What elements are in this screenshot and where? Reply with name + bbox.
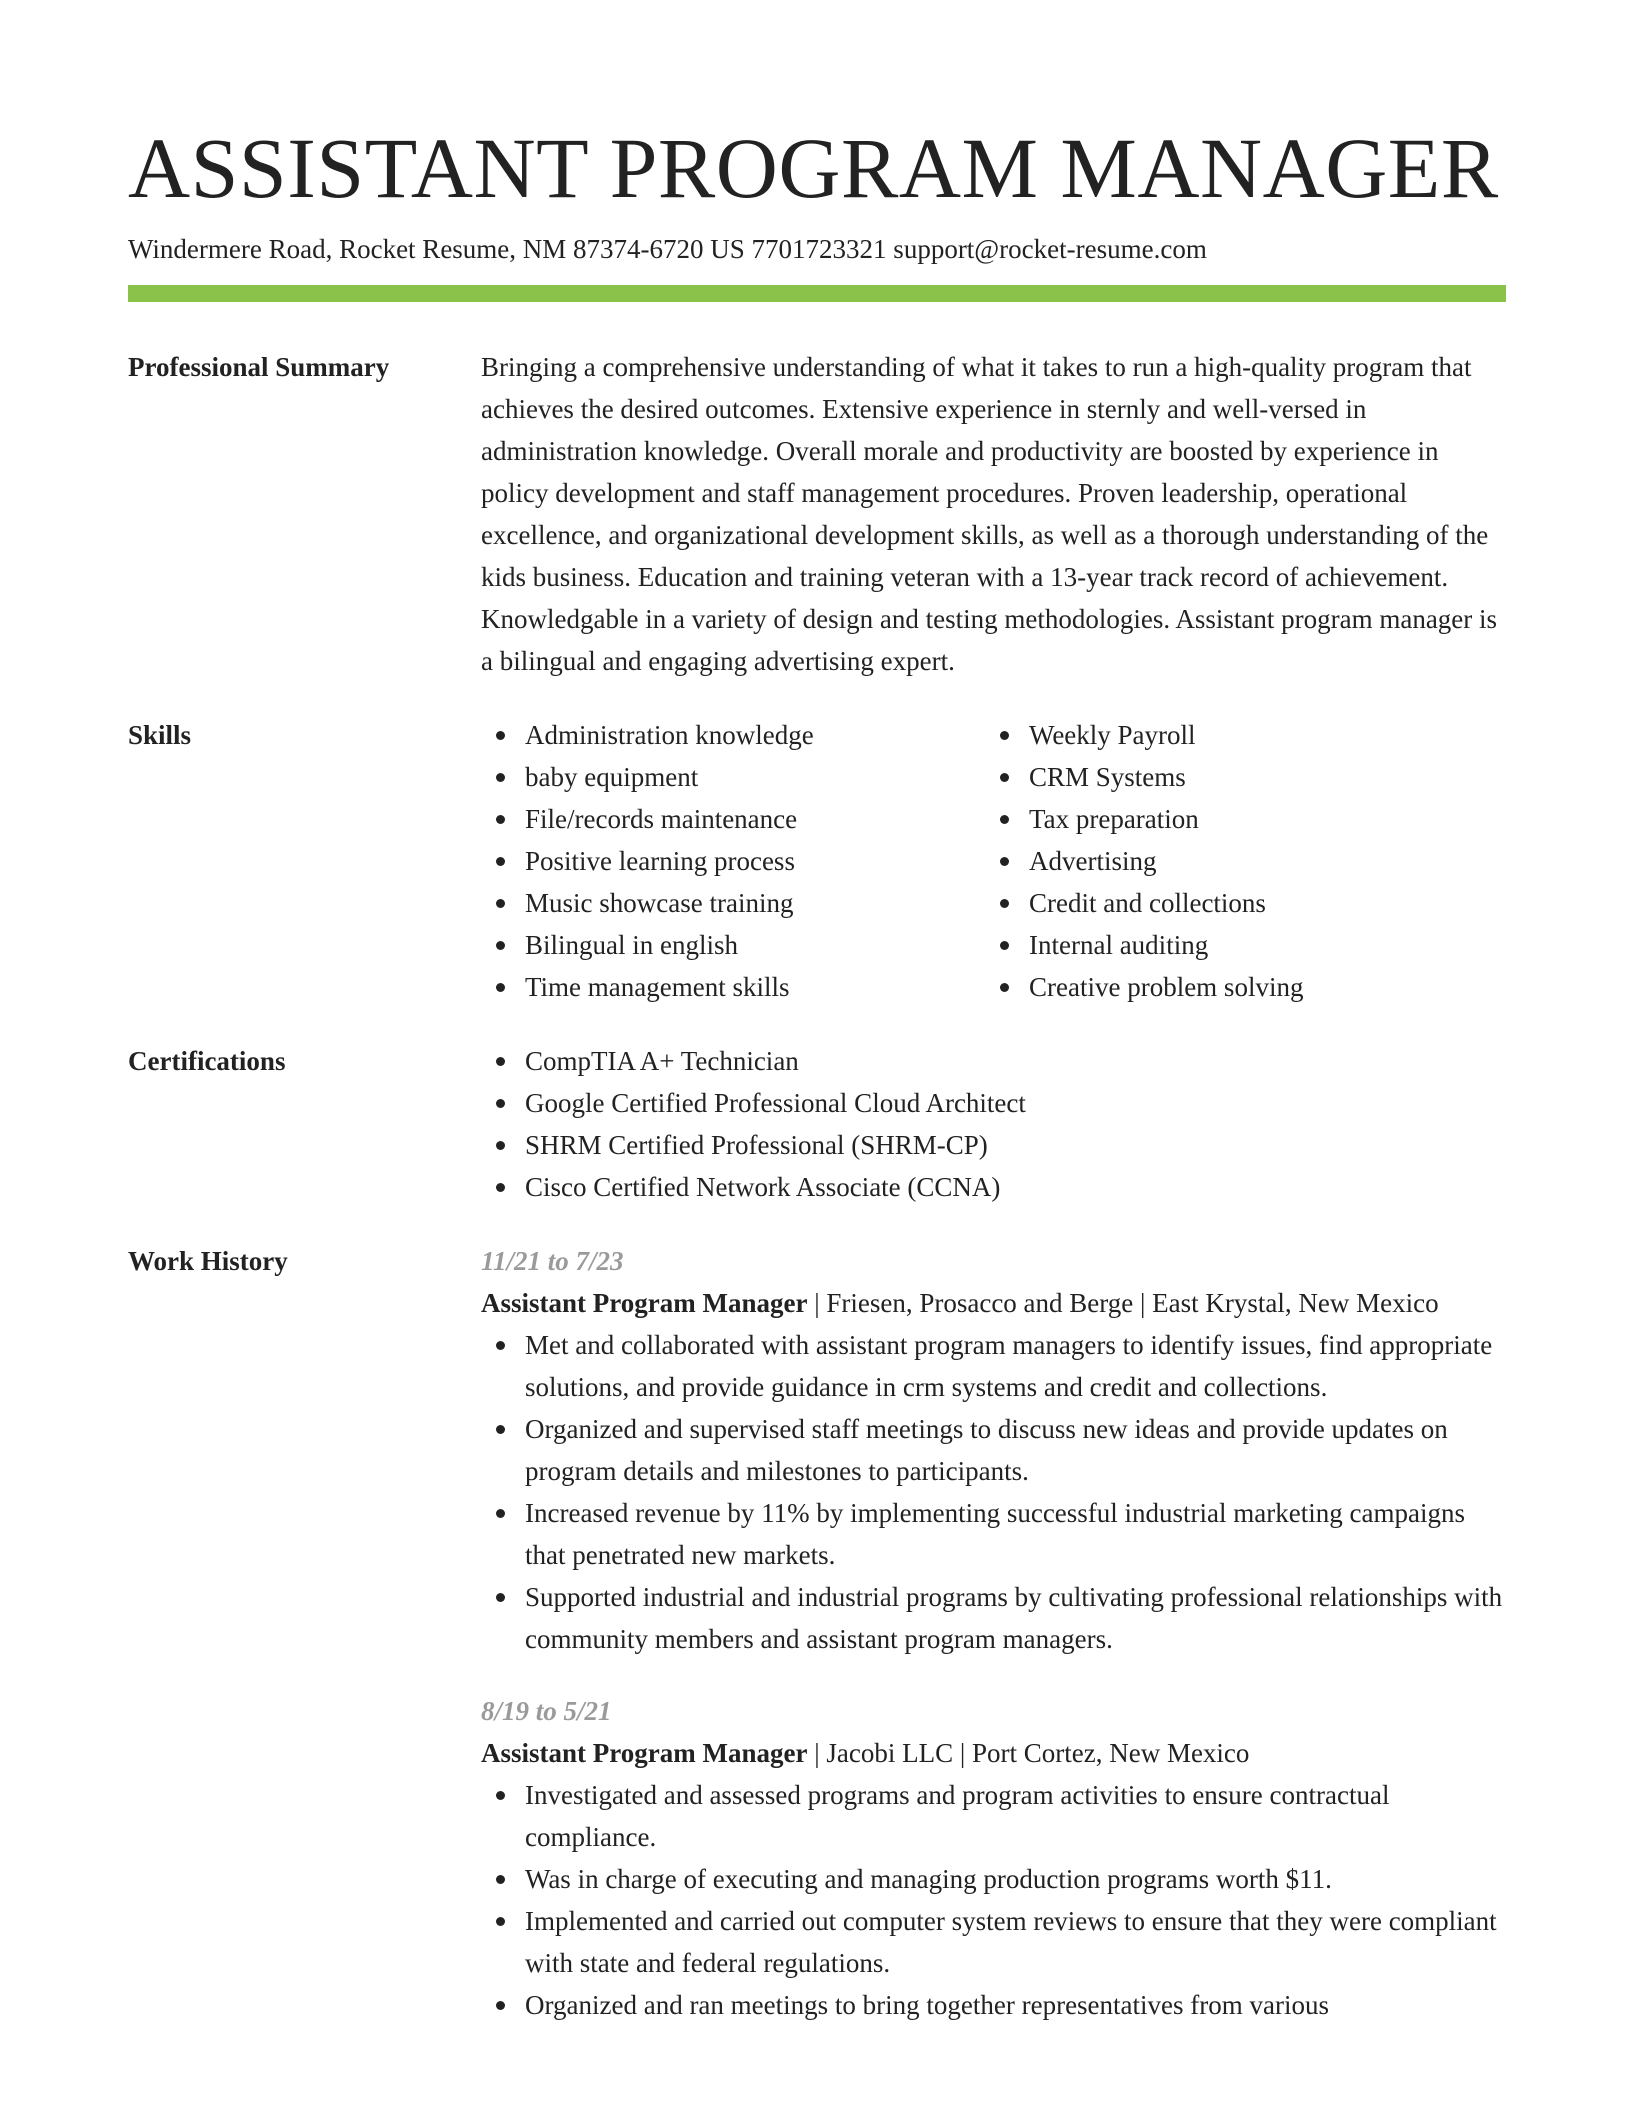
bullet-icon xyxy=(496,941,505,950)
skills-body xyxy=(481,714,1506,1008)
skill-item xyxy=(985,798,1489,840)
job-bullet-text: Met and collaborated with assistant program managers to identify issues, find appropriate solutions, and provide guidance in crm systems and credit and collections. xyxy=(525,1330,1493,1402)
skill-item xyxy=(985,882,1489,924)
skill-item xyxy=(481,756,985,798)
skill-label: baby equipment xyxy=(525,762,699,792)
job-bullet-text: Increased revenue by 11% by implementing successful industrial marketing campaigns that penetrated new markets. xyxy=(525,1498,1465,1570)
job-dates: 8/19 to 5/21 xyxy=(481,1696,612,1726)
bullet-icon xyxy=(496,1141,505,1150)
job-bullet-text: Organized and supervised staff meetings to discuss new ideas and provide updates on program details and milestones to participants. xyxy=(525,1414,1448,1486)
job-bullet xyxy=(481,1492,1506,1576)
bullet-icon xyxy=(496,1425,505,1434)
job-bullet xyxy=(481,1576,1506,1660)
summary-text: Bringing a comprehensive understanding of what it takes to run a high-quality program that achieves the desired outcomes. Extensive experience in sternly and well-versed in administration knowledge. Overall morale and productivity are boosted by experience in policy development and staff management procedures. Proven leadership, operational excellence, and organizational development skills, as well as a thorough understanding of the kids business. Education and training veteran with a 13-year track record of achievement. Knowledgable in a variety of design and testing methodologies. Assistant program manager is a bilingual and engaging advertising expert. xyxy=(481,352,1498,676)
certification-label: Google Certified Professional Cloud Architect xyxy=(525,1088,1026,1118)
job-heading xyxy=(481,1282,1506,1324)
accent-divider xyxy=(128,285,1506,302)
job-bullet-text: Investigated and assessed programs and program activities to ensure contractual compliance. xyxy=(525,1780,1390,1852)
job-entry xyxy=(481,1240,1506,1660)
bullet-icon xyxy=(496,1183,505,1192)
job-heading xyxy=(481,1732,1506,1774)
skill-label: Creative problem solving xyxy=(1029,972,1304,1002)
bullet-icon xyxy=(496,1791,505,1800)
job-bullet xyxy=(481,1900,1506,1984)
bullet-icon xyxy=(496,1099,505,1108)
bullet-icon xyxy=(1000,773,1009,782)
job-title: Assistant Program Manager xyxy=(481,1738,808,1768)
bullet-icon xyxy=(496,2001,505,2010)
bullet-icon xyxy=(496,1917,505,1926)
skill-label: Credit and collections xyxy=(1029,888,1266,918)
work-history-heading: Work History xyxy=(128,1246,288,1276)
skill-label: CRM Systems xyxy=(1029,762,1186,792)
bullet-icon xyxy=(1000,983,1009,992)
skill-label: Positive learning process xyxy=(525,846,795,876)
job-bullet-text: Implemented and carried out computer system reviews to ensure that they were compliant with state and federal regulations. xyxy=(525,1906,1497,1978)
certification-item xyxy=(481,1040,1506,1082)
bullet-icon xyxy=(1000,815,1009,824)
bullet-icon xyxy=(496,983,505,992)
skill-label: Administration knowledge xyxy=(525,720,814,750)
skills-heading: Skills xyxy=(128,720,192,750)
job-title: Assistant Program Manager xyxy=(481,1288,808,1318)
skill-item xyxy=(481,714,985,756)
skill-item xyxy=(985,840,1489,882)
certification-item xyxy=(481,1124,1506,1166)
bullet-icon xyxy=(496,773,505,782)
bullet-icon xyxy=(496,1057,505,1066)
skill-label: File/records maintenance xyxy=(525,804,798,834)
job-details: | Jacobi LLC | Port Cortez, New Mexico xyxy=(807,1738,1250,1768)
job-bullet-text: Organized and ran meetings to bring together representatives from various xyxy=(525,1990,1329,2020)
bullet-icon xyxy=(496,731,505,740)
summary-body xyxy=(481,346,1506,682)
work-history-body xyxy=(481,1240,1506,2026)
bullet-icon xyxy=(1000,899,1009,908)
skill-label: Advertising xyxy=(1029,846,1157,876)
skill-item xyxy=(481,798,985,840)
skill-item xyxy=(985,924,1489,966)
skill-label: Weekly Payroll xyxy=(1029,720,1196,750)
job-entry xyxy=(481,1690,1506,2026)
job-dates: 11/21 to 7/23 xyxy=(481,1246,624,1276)
skill-label: Internal auditing xyxy=(1029,930,1209,960)
job-bullet xyxy=(481,1984,1506,2026)
certifications-list xyxy=(481,1040,1506,1208)
job-bullet xyxy=(481,1408,1506,1492)
skill-label: Music showcase training xyxy=(525,888,794,918)
skill-label: Bilingual in english xyxy=(525,930,738,960)
certification-label: CompTIA A+ Technician xyxy=(525,1046,799,1076)
job-bullet xyxy=(481,1858,1506,1900)
skill-item xyxy=(481,966,985,1008)
skills-list-right xyxy=(985,714,1489,1008)
bullet-icon xyxy=(496,899,505,908)
bullet-icon xyxy=(496,1341,505,1350)
job-bullet xyxy=(481,1774,1506,1858)
skill-item xyxy=(985,714,1489,756)
contact-info: Windermere Road, Rocket Resume, NM 87374-6720 US 7701723321 support@rocket-resume.com xyxy=(128,234,1207,264)
certification-item xyxy=(481,1082,1506,1124)
certification-item xyxy=(481,1166,1506,1208)
skill-item xyxy=(985,966,1489,1008)
job-bullet-text: Supported industrial and industrial programs by cultivating professional relationships with community members and assistant program managers. xyxy=(525,1582,1503,1654)
skill-item xyxy=(985,756,1489,798)
certification-label: Cisco Certified Network Associate (CCNA) xyxy=(525,1172,1001,1202)
skill-label: Time management skills xyxy=(525,972,790,1002)
job-bullets xyxy=(481,1324,1506,1660)
certifications-heading: Certifications xyxy=(128,1046,286,1076)
resume-title: ASSISTANT PROGRAM MANAGER xyxy=(128,120,1499,216)
skills-list-left xyxy=(481,714,985,1008)
bullet-icon xyxy=(496,815,505,824)
summary-heading: Professional Summary xyxy=(128,352,390,382)
skill-label: Tax preparation xyxy=(1029,804,1199,834)
bullet-icon xyxy=(1000,731,1009,740)
certification-label: SHRM Certified Professional (SHRM-CP) xyxy=(525,1130,988,1160)
skill-item xyxy=(481,924,985,966)
bullet-icon xyxy=(496,1593,505,1602)
bullet-icon xyxy=(496,1509,505,1518)
job-bullet xyxy=(481,1324,1506,1408)
bullet-icon xyxy=(1000,857,1009,866)
bullet-icon xyxy=(1000,941,1009,950)
job-details: | Friesen, Prosacco and Berge | East Krystal, New Mexico xyxy=(807,1288,1439,1318)
skills-columns xyxy=(481,714,1506,1008)
bullet-icon xyxy=(496,857,505,866)
job-bullets xyxy=(481,1774,1506,2026)
job-bullet-text: Was in charge of executing and managing production programs worth $11. xyxy=(525,1864,1332,1894)
skill-item xyxy=(481,840,985,882)
bullet-icon xyxy=(496,1875,505,1884)
certifications-body xyxy=(481,1040,1506,1208)
skill-item xyxy=(481,882,985,924)
